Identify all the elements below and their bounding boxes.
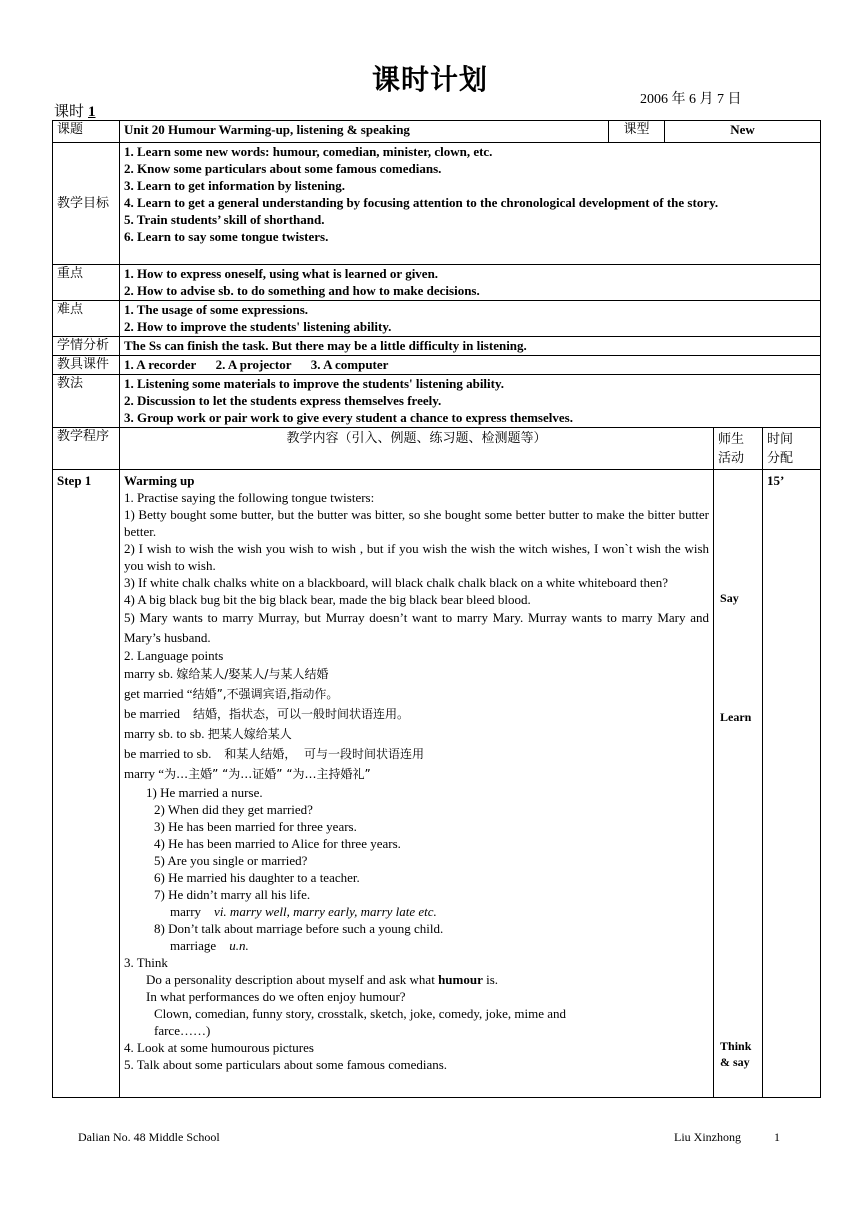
difficulty-item: 2. How to improve the students' listening ability.	[124, 319, 392, 334]
example-item: 8) Don’t talk about marriage before such a young child.	[154, 921, 444, 936]
step-line: 3. Think	[124, 955, 168, 970]
date: 2006 年 6 月 7 日	[640, 92, 742, 107]
analysis-row	[53, 337, 821, 356]
step-line: farce……)	[154, 1023, 211, 1038]
goal-item: 1. Learn some new words: humour, comedian, minister, clown, etc.	[124, 144, 493, 159]
step-line: 1. Practise saying the following tongue twisters:	[124, 490, 375, 505]
step-line: In what performances do we often enjoy humour?	[146, 989, 406, 1004]
step-line: 2. Language points	[124, 648, 224, 663]
goal-item: 5. Train students’ skill of shorthand.	[124, 212, 325, 227]
step-line: 5. Talk about some particulars about some famous comedians.	[124, 1057, 448, 1072]
period-number: 1	[88, 104, 96, 120]
goals-content	[120, 143, 821, 265]
step-heading: Warming up	[124, 473, 195, 488]
step-line: 4) A big black bug bit the big black bear, made the big black bear bleed blood.	[124, 592, 531, 607]
key-points-row	[53, 265, 821, 301]
step-line: 1) Betty bought some butter, but the butter was bitter, so she bought some better butter to make the bitter butter better.	[124, 507, 710, 539]
step-line: 5) Mary wants to marry Murray, but Murray doesn’t want to marry Mary. Murray wants to marry Mary and Mary’s husband.	[124, 610, 710, 645]
analysis-label: 学情分析	[53, 337, 120, 356]
activity-say: Say	[720, 591, 739, 605]
difficulties-content	[120, 301, 821, 337]
example-item: 7) He didn’t marry all his life.	[154, 887, 311, 902]
usage-note: marriage u.n.	[170, 938, 249, 953]
step-row	[53, 470, 821, 1098]
activity-learn: Learn	[720, 710, 752, 724]
step-line: be married 结婚，指状态，可以一般时间状语连用。	[124, 706, 409, 721]
example-item: 1) He married a nurse.	[146, 785, 263, 800]
key-points-content	[120, 265, 821, 301]
step-line: get married “结婚”,不强调宾语,指动作。	[124, 686, 339, 701]
goal-item: 2. Know some particulars about some famous comedians.	[124, 161, 442, 176]
step-line: be married to sb. 和某人结婚， 可与一段时间状语连用	[124, 746, 425, 761]
example-item: 5) Are you single or married?	[154, 853, 308, 868]
method-item: 1. Listening some materials to improve the students' listening ability.	[124, 376, 505, 391]
step-name: Step 1	[53, 470, 120, 1098]
type-value: New	[665, 121, 821, 143]
method-item: 2. Discussion to let the students express themselves freely.	[124, 393, 442, 408]
step-content	[120, 470, 714, 1098]
goal-item: 3. Learn to get information by listening.	[124, 178, 345, 193]
usage-note: marry vi. marry well, marry early, marry late etc.	[170, 904, 437, 919]
goals-row	[53, 143, 821, 265]
example-item: 4) He has been married to Alice for three years.	[154, 836, 401, 851]
method-item: 3. Group work or pair work to give every student a chance to express themselves.	[124, 410, 573, 425]
type-label: 课型	[609, 121, 665, 143]
topic-row	[53, 121, 821, 143]
step-line: Do a personality description about myself and ask what humour is.	[146, 972, 499, 987]
period-label: 课时	[54, 102, 85, 120]
step-line: Clown, comedian, funny story, crosstalk, sketch, joke, comedy, joke, mime and	[154, 1006, 567, 1021]
step-line: marry sb. to sb. 把某人嫁给某人	[124, 726, 292, 741]
content-header: 教学内容（引入、例题、练习题、检测题等）	[120, 428, 714, 470]
footer-author: Liu Xinzhong	[674, 1130, 741, 1144]
difficulty-item: 1. The usage of some expressions.	[124, 302, 309, 317]
example-item: 2) When did they get married?	[154, 802, 313, 817]
difficulties-label: 难点	[53, 301, 120, 337]
analysis-content: The Ss can finish the task. But there may be a little difficulty in listening.	[120, 337, 821, 356]
difficulties-row	[53, 301, 821, 337]
activity-cell	[714, 470, 763, 1098]
goal-item: 4. Learn to get a general understanding by focusing attention to the chronological development of the story.	[124, 195, 719, 210]
method-content	[120, 375, 821, 428]
footer-school: Dalian No. 48 Middle School	[78, 1130, 220, 1144]
activity-think-say: Think & say	[720, 1039, 752, 1069]
method-row	[53, 375, 821, 428]
key-points-label: 重点	[53, 265, 120, 301]
step-line: 4. Look at some humourous pictures	[124, 1040, 314, 1055]
teaching-aids-row	[53, 356, 821, 375]
goal-item: 6. Learn to say some tongue twisters.	[124, 229, 329, 244]
time-value: 15’	[763, 470, 821, 1098]
goals-label: 教学目标	[53, 143, 120, 265]
time-header: 时间 分配	[763, 428, 821, 470]
lesson-plan-table	[52, 120, 821, 1098]
step-line: marry “为…主婚” “为…证婚” “为…主持婚礼”	[124, 766, 371, 781]
teaching-aids-label: 教具课件	[53, 356, 120, 375]
teaching-aids-content: 1. A recorder 2. A projector 3. A computer	[120, 356, 821, 375]
topic-label: 课题	[53, 121, 120, 143]
key-point-item: 2. How to advise sb. to do something and how to make decisions.	[124, 283, 480, 298]
key-point-item: 1. How to express oneself, using what is learned or given.	[124, 266, 439, 281]
procedure-header-row	[53, 428, 821, 470]
footer-page-number: 1	[774, 1130, 780, 1144]
topic-value: Unit 20 Humour Warming-up, listening & speaking	[120, 121, 609, 143]
example-item: 6) He married his daughter to a teacher.	[154, 870, 360, 885]
step-line: marry sb. 嫁给某人/娶某人/与某人结婚	[124, 666, 329, 681]
activity-header: 师生 活动	[714, 428, 763, 470]
period	[54, 100, 96, 121]
step-line: 3) If white chalk chalks white on a blackboard, will black chalk chalk black on a white whiteboard then?	[124, 575, 669, 590]
procedure-label: 教学程序	[53, 428, 120, 470]
page-title: 课时计划	[371, 63, 488, 96]
method-label: 教法	[53, 375, 120, 428]
example-item: 3) He has been married for three years.	[154, 819, 357, 834]
step-line: 2) I wish to wish the wish you wish to wish , but if you wish the wish the witch wishes, I won`t wish the wish you wish to wish.	[124, 541, 710, 573]
